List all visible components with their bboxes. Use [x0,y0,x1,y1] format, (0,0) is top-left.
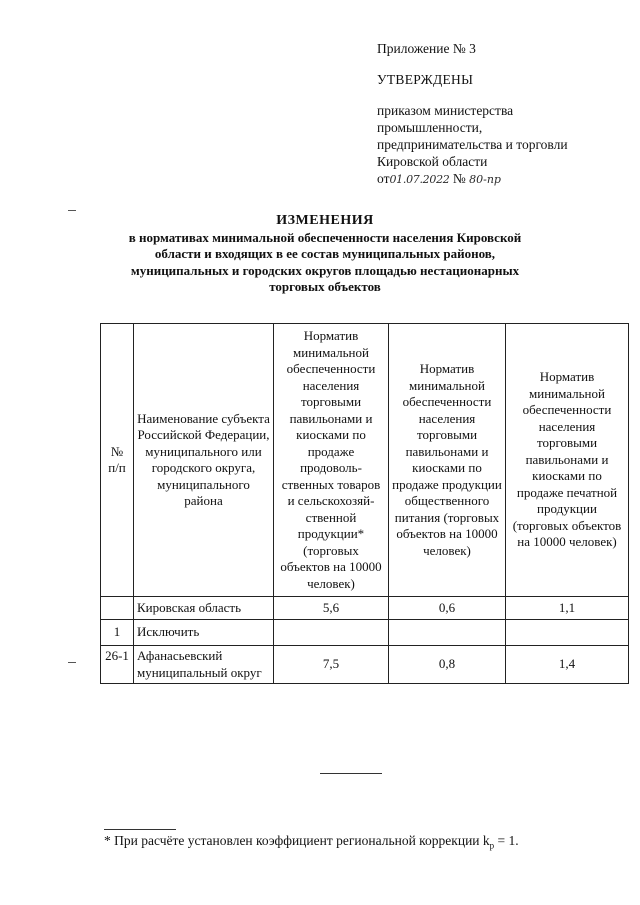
number-sign: № [452,171,466,186]
table-header-row [101,324,629,597]
heading-subtitle-line-4: торговых объектов [269,279,381,294]
order-line-3: предпринимательства и торговли [377,137,568,152]
table-row [101,597,629,620]
row-catering-value: 0,6 [389,597,506,620]
row-food-value: 5,6 [274,597,389,620]
approved-label: УТВЕРЖДЕНЫ [377,72,474,87]
row-print-value [506,620,629,646]
header-catering-norm: Норматив минимальной обеспеченности населения торговыми павильонами и киосками по продаже продукции общественного питания (торговых объектов на 10000 человек) [389,324,506,597]
row-food-value [274,620,389,646]
handwritten-order-number: 80-пр [469,173,501,186]
row-print-value: 1,4 [506,646,629,684]
date-prefix: от [377,171,390,186]
heading-subtitle-line-3: муниципальных и городских округов площадью нестационарных [130,262,520,278]
footnote-rule [104,829,176,830]
table-row [101,620,629,646]
header-number: № п/п [101,324,134,597]
norms-table [100,323,629,684]
heading-subtitle-line-1: в нормативах минимальной обеспеченности населения Кировской [128,229,522,245]
row-number: 26-1 [101,646,134,684]
footnote-subscript: р [489,840,495,851]
row-number: 1 [101,620,134,646]
heading-subtitle-line-2: области и входящих в ее состав муниципальных районов, [154,246,496,261]
document-heading [95,213,555,296]
row-name: Афанасьевский муниципальный округ [134,646,274,684]
row-name: Исключить [134,620,274,646]
footnote-equation-end: = 1. [494,833,519,848]
order-line-1: приказом министерства [377,103,514,118]
handwritten-date: 01.07.2022 [389,173,450,186]
row-print-value: 1,1 [506,597,629,620]
row-name: Кировская область [134,597,274,620]
footnote [104,832,624,855]
footnote-text: * При расчёте установлен коэффициент региональной коррекции k [104,833,490,848]
appendix-number: Приложение № 3 [377,41,476,56]
closing-separator-line [320,773,382,774]
row-catering-value: 0,8 [389,646,506,684]
row-number [101,597,134,620]
approval-block [377,40,627,188]
row-catering-value [389,620,506,646]
header-food-norm: Норматив минимальной обеспеченности населения торговыми павильонами и киосками по продаже продоволь-ственных товаров и сельскохозяй-ственной продукции* (торговых объектов на 10000 человек) [274,324,389,597]
header-print-norm: Норматив минимальной обеспеченности населения торговыми павильонами и киосками по продаже печатной продукции (торговых объектов на 10000 человек) [506,324,629,597]
table-row [101,646,629,684]
margin-mark [68,210,76,211]
order-date-line [377,170,627,188]
row-food-value: 7,5 [274,646,389,684]
order-line-4: Кировской области [377,154,488,169]
margin-mark [68,662,76,663]
order-line-2: промышленности, [377,120,483,135]
header-name: Наименование субъекта Российской Федерации, муниципального или городского округа, муниципального района [134,324,274,597]
heading-title: ИЗМЕНЕНИЯ [276,213,374,228]
